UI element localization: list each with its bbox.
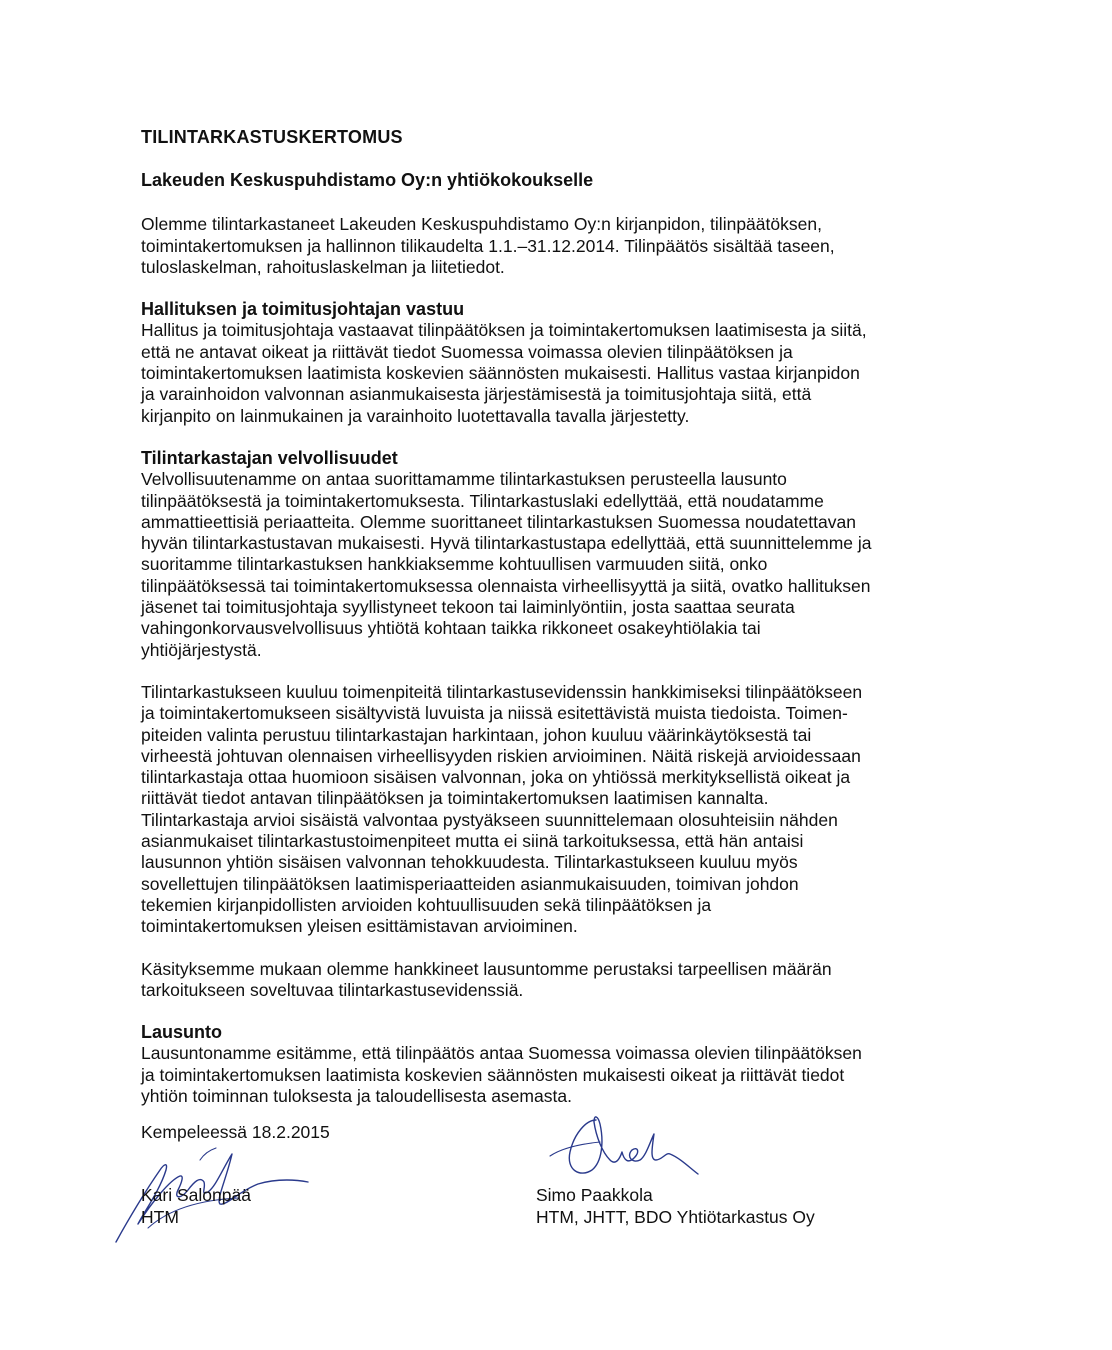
text-line: jäsenet tai toimitusjohtaja syyllistyneet tekoon tai laiminlyöntiin, josta saattaa seurata — [141, 597, 795, 618]
place-and-date: Kempeleessä 18.2.2015 — [141, 1122, 330, 1142]
text-line: yhtiön toiminnan tuloksesta ja taloudellisesta asemasta. — [141, 1085, 572, 1106]
text-line: että ne antavat oikeat ja riittävät tiedot Suomessa voimassa olevien tilinpäätöksen ja — [141, 341, 793, 362]
text-line: tilintarkastaja ottaa huomioon sisäisen valvonnan, joka on yhtiössä merkityksellistä oikeat ja — [141, 767, 851, 788]
section-heading-responsibility: Hallituksen ja toimitusjohtajan vastuu — [141, 299, 465, 320]
text-line: tuloslaskelman, rahoituslaskelman ja liitetiedot. — [141, 256, 505, 277]
section-heading-opinion: Lausunto — [141, 1022, 222, 1043]
document-title: TILINTARKASTUSKERTOMUS — [141, 127, 403, 147]
text-line: kirjanpito on lainmukainen ja varainhoito luotettavalla tavalla järjestetty. — [141, 405, 690, 426]
text-line: tekemien kirjanpidollisten arvioiden kohtuullisuuden sekä tilinpäätöksen ja — [141, 894, 712, 915]
text-line: Tilintarkastukseen kuuluu toimenpiteitä tilintarkastusevidenssin hankkimiseksi tilinpäätökseen — [141, 681, 863, 702]
text-line: toimintakertomuksen laatimista koskevien säännösten mukaisesti. Hallitus vastaa kirjanpidon — [141, 363, 860, 384]
signatory-right — [536, 1184, 815, 1228]
text-line: sovellettujen tilinpäätöksen laatimisperiaatteiden asianmukaisuuden, toimivan johdon — [141, 873, 799, 894]
signatory-name: Simo Paakkola — [536, 1185, 653, 1205]
section-heading-auditor-duties: Tilintarkastajan velvollisuudet — [141, 447, 398, 468]
handwritten-signature-icon — [540, 1112, 700, 1192]
text-line: yhtiöjärjestystä. — [141, 639, 262, 660]
text-line: ja varainhoidon valvonnan asianmukaisesta järjestämisestä ja toimitusjohtaja siitä, että — [141, 384, 812, 405]
document-body — [141, 170, 1046, 1107]
text-line: Velvollisuutenamme on antaa suorittamamme tilintarkastuksen perusteella lausunto — [141, 469, 787, 490]
text-line: vahingonkorvausvelvollisuus yhtiötä kohtaan taikka rikkoneet osakeyhtiölakia tai — [141, 618, 761, 639]
signatory-title: HTM — [141, 1207, 179, 1227]
text-line: tilinpäätöksestä ja toimintakertomuksesta. Tilintarkastuslaki edellyttää, että noudatamme — [141, 490, 824, 511]
text-line: piteiden valinta perustuu tilintarkastajan harkintaan, johon kuuluu väärinkäytöksestä tai — [141, 724, 812, 745]
text-line: virheestä johtuvan olennaisen virheellisyyden riskien arvioiminen. Näitä riskejä arvioidessaan — [141, 745, 861, 766]
text-line: tarkoitukseen soveltuvaa tilintarkastusevidenssiä. — [141, 979, 524, 1000]
text-line: lausunnon yhtiön sisäisen valvonnan tehokkuudesta. Tilintarkastukseen kuuluu myös — [141, 852, 798, 873]
text-line: Tilintarkastaja arvioi sisäistä valvontaa pystyäkseen suunnittelemaan olosuhteisiin nähden — [141, 809, 838, 830]
text-line: tilinpäätöksessä tai toimintakertomuksessa olennaista virheellisyyttä ja siitä, ovatko hallituksen — [141, 575, 871, 596]
text-line: Olemme tilintarkastaneet Lakeuden Keskuspuhdistamo Oy:n kirjanpidon, tilinpäätöksen, — [141, 214, 822, 235]
duties-paragraph-3 — [141, 959, 1046, 1002]
signatory-name: Kari Salonpää — [141, 1185, 251, 1205]
text-line: asianmukaiset tilintarkastustoimenpiteet mutta ei siinä tarkoituksessa, että hän antaisi — [141, 831, 804, 852]
text-line: Lausuntonamme esitämme, että tilinpäätös antaa Suomessa voimassa olevien tilinpäätöksen — [141, 1043, 862, 1064]
duties-paragraph-2 — [141, 682, 1046, 938]
text-line: riittävät tiedot antavan tilinpäätöksen ja toimintakertomuksen laatimisen kannalta. — [141, 788, 769, 809]
text-line: toimintakertomuksen yleisen esittämistavan arvioiminen. — [141, 916, 578, 937]
text-line: ammattieettisiä periaatteita. Olemme suorittaneet tilintarkastuksen Suomessa noudatettavan — [141, 511, 856, 532]
addressee: Lakeuden Keskuspuhdistamo Oy:n yhtiökokoukselle — [141, 170, 594, 190]
opinion-paragraph — [141, 1043, 1046, 1107]
text-line: Käsityksemme mukaan olemme hankkineet lausuntomme perustaksi tarpeellisen määrän — [141, 958, 832, 979]
duties-paragraph-1 — [141, 469, 1046, 661]
signatory-left — [141, 1184, 251, 1228]
responsibility-paragraph — [141, 320, 1046, 426]
text-line: ja toimintakertomukseen sisältyvistä luvuista ja niissä esitettävistä muista tiedoista. Toimen- — [141, 703, 848, 724]
text-line: suoritamme tilintarkastuksen hankkiaksemme kohtuullisen varmuuden siitä, onko — [141, 554, 768, 575]
text-line: ja toimintakertomuksen laatimista koskevien säännösten mukaisesti oikeat ja riittävät tiedot — [141, 1064, 845, 1085]
intro-paragraph — [141, 214, 1046, 278]
text-line: toimintakertomuksen ja hallinnon tilikaudelta 1.1.–31.12.2014. Tilinpäätös sisältää taseen, — [141, 235, 835, 256]
text-line: hyvän tilintarkastustavan mukaisesti. Hyvä tilintarkastustapa edellyttää, että suunnittelemme ja — [141, 533, 872, 554]
signatory-title: HTM, JHTT, BDO Yhtiötarkastus Oy — [536, 1207, 815, 1227]
text-line: Hallitus ja toimitusjohtaja vastaavat tilinpäätöksen ja toimintakertomuksen laatimisesta ja siitä, — [141, 320, 867, 341]
